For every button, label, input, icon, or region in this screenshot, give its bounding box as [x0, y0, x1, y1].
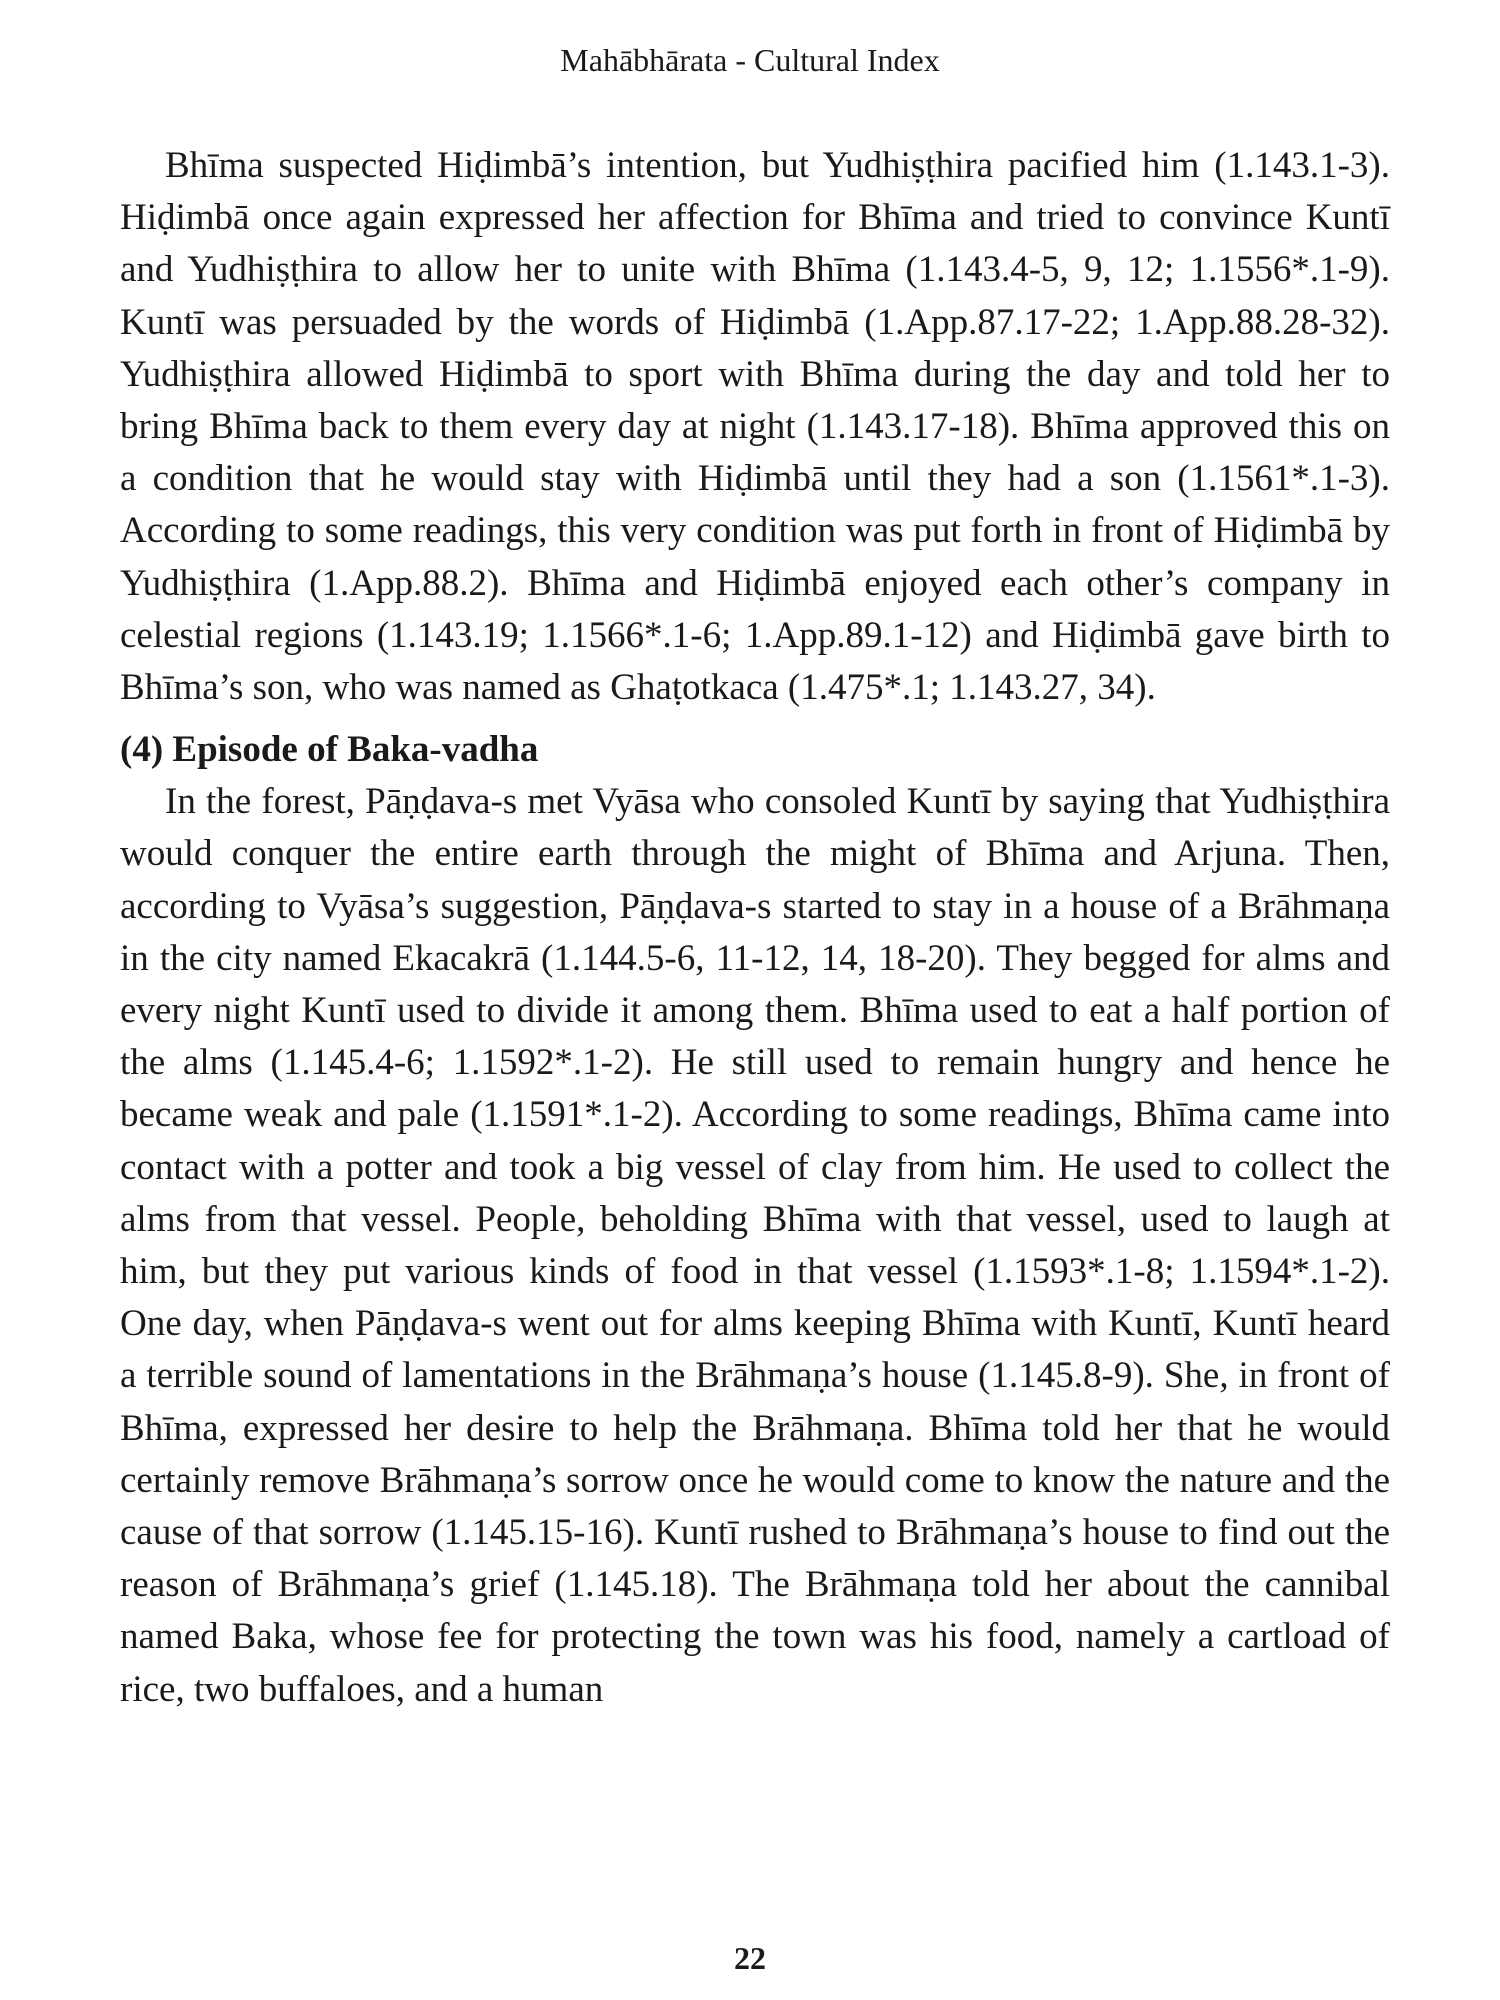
paragraph-hidimba: Bhīma suspected Hiḍimbā’s intention, but Yudhiṣṭhira pacified him (1.143.1-3). Hiḍimbā once again expressed her affection for Bhīma and tried to convince Kuntī and Yudhiṣṭhira to allow her to unite with Bhīma (1.143.4-5, 9, 12; 1.1556*.1-9). Kuntī was persuaded by the words of Hiḍimbā (1.App.87.17-22; 1.App.88.28-32). Yudhiṣṭhira allowed Hiḍimbā to sport with Bhīma during the day and told her to bring Bhīma back to them every day at night (1.143.17-18). Bhīma approved this on a condition that he would stay with Hiḍimbā until they had a son (1.1561*.1-3). According to some readings, this very condition was put forth in front of Hiḍimbā by Yudhiṣṭhira (1.App.88.2). Bhīma and Hiḍimbā enjoyed each other’s company in celestial regions (1.143.19; 1.1566*.1-6; 1.App.89.1-12) and Hiḍimbā gave birth to Bhīma’s son, who was named as Ghaṭotkaca (1.475*.1; 1.143.27, 34). [120, 145, 1390, 709]
page-body [120, 140, 1390, 1716]
section-heading-baka-vadha: (4) Episode of Baka-vadha [120, 729, 539, 771]
paragraph-baka-vadha: In the forest, Pāṇḍava-s met Vyāsa who consoled Kuntī by saying that Yudhiṣṭhira would conquer the entire earth through the might of Bhīma and Arjuna. Then, according to Vyāsa’s suggestion, Pāṇḍava-s started to stay in a house of a Brāhmaṇa in the city named Ekacakrā (1.144.5-6, 11-12, 14, 18-20). They begged for alms and every night Kuntī used to divide it among them. Bhīma used to eat a half portion of the alms (1.145.4-6; 1.1592*.1-2). He still used to remain hungry and hence he became weak and pale (1.1591*.1-2). According to some readings, Bhīma came into contact with a potter and took a big vessel of clay from him. He used to collect the alms from that vessel. People, beholding Bhīma with that vessel, used to laugh at him, but they put various kinds of food in that vessel (1.1593*.1-8; 1.1594*.1-2). One day, when Pāṇḍava-s went out for alms keeping Bhīma with Kuntī, Kuntī heard a terrible sound of lamentations in the Brāhmaṇa’s house (1.145.8-9). She, in front of Bhīma, expressed her desire to help the Brāhmaṇa. Bhīma told her that he would certainly remove Brāhmaṇa’s sorrow once he would come to know the nature and the cause of that sorrow (1.145.15-16). Kuntī rushed to Brāhmaṇa’s house to find out the reason of Brāhmaṇa’s grief (1.145.18). The Brāhmaṇa told her about the cannibal named Baka, whose fee for protecting the town was his food, namely a cartload of rice, two buffaloes, and a human [120, 781, 1390, 1710]
running-header: Mahābhārata - Cultural Index [560, 42, 940, 78]
page-number: 22 [734, 1940, 766, 1976]
